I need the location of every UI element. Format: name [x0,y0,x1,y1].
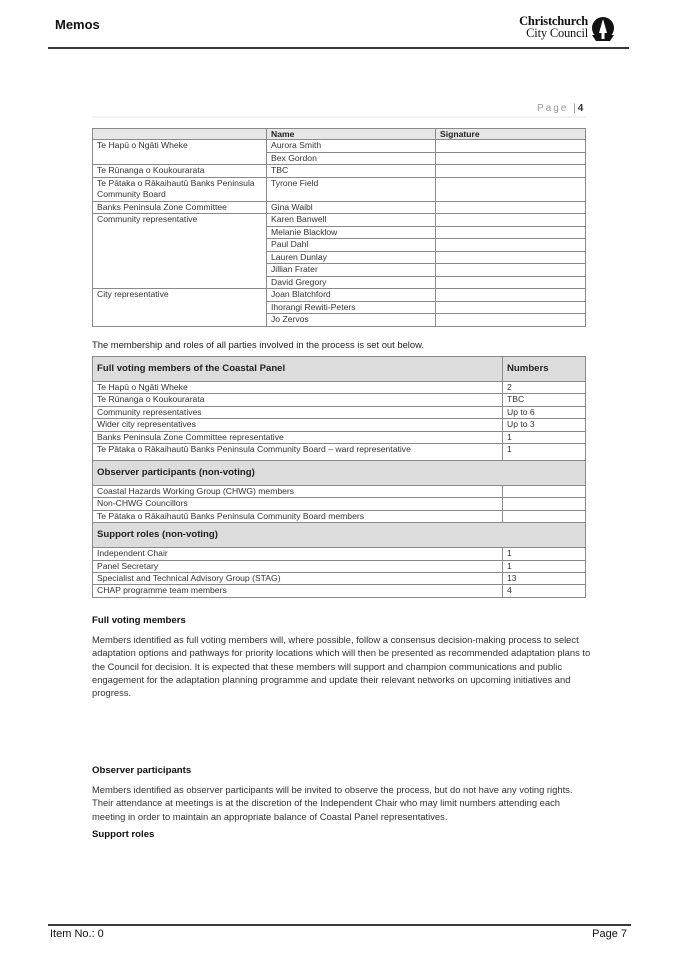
section-header-row [93,461,586,486]
number-cell: TBC [503,394,586,406]
signature-cell[interactable] [436,301,586,314]
table-row [93,548,586,560]
name-cell: Paul Dahl [267,239,436,252]
table-row [93,201,586,214]
column-header: Name [267,129,436,140]
table-row [93,510,586,522]
number-cell [503,510,586,522]
role-cell: Non-CHWG Councillors [93,498,503,510]
name-cell: Bex Gordon [267,152,436,165]
name-cell: Jillian Frater [267,264,436,277]
signature-cell[interactable] [436,251,586,264]
table-header-row [93,129,586,140]
table-row [93,486,586,498]
signature-cell[interactable] [436,165,586,178]
page-marker-label: Page [537,103,569,114]
signature-table [92,128,586,327]
group-cell: City representative [93,289,267,327]
numbers-header: Numbers [503,357,586,382]
name-cell: Lauren Dunlay [267,251,436,264]
support-heading: Support roles [92,829,155,840]
section-title: Observer participants (non-voting) [93,461,586,486]
page-marker-number: 4 [577,103,584,114]
number-cell: 13 [503,573,586,585]
signature-cell[interactable] [436,177,586,201]
number-cell: 1 [503,548,586,560]
page-marker: Page |4 [537,103,584,114]
role-cell: Coastal Hazards Working Group (CHWG) members [93,486,503,498]
signature-cell[interactable] [436,214,586,227]
role-cell: Wider city representatives [93,419,503,431]
signature-cell[interactable] [436,314,586,327]
number-cell: 1 [503,444,586,461]
group-cell: Te Pātaka o Rākaihautū Banks Peninsula Community Board [93,177,267,201]
table-row [93,560,586,572]
table-row [93,289,586,302]
logo-line-2: City Council [526,26,588,40]
group-cell: Te Rūnanga o Koukourarata [93,165,267,178]
role-cell: Banks Peninsula Zone Committee representative [93,431,503,443]
role-cell: Community representatives [93,406,503,418]
name-cell: Tyrone Field [267,177,436,201]
table-row [93,382,586,394]
intro-text: The membership and roles of all parties involved in the process is set out below. [92,339,424,350]
name-cell: Jo Zervos [267,314,436,327]
group-cell: Community representative [93,214,267,289]
number-cell: 4 [503,585,586,597]
table-row [93,431,586,443]
role-cell: CHAP programme team members [93,585,503,597]
table-row [93,419,586,431]
table-row [93,177,586,201]
name-cell: Karen Banwell [267,214,436,227]
signature-cell[interactable] [436,276,586,289]
table-row [93,140,586,153]
section-title: Full voting members of the Coastal Panel [93,357,503,382]
table-row [93,406,586,418]
name-cell: Gina Waibl [267,201,436,214]
logo-text [519,15,588,39]
name-cell: Ihorangi Rewiti-Peters [267,301,436,314]
name-cell: Joan Blatchford [267,289,436,302]
number-cell [503,486,586,498]
membership-table [92,356,586,598]
header-rule [48,47,629,49]
full-voting-heading: Full voting members [92,615,186,626]
signature-cell[interactable] [436,152,586,165]
header-title: Memos [55,17,100,32]
footer-item-number: Item No.: 0 [50,928,104,940]
number-cell: 2 [503,382,586,394]
name-cell: Melanie Blacklow [267,226,436,239]
role-cell: Independent Chair [93,548,503,560]
page-strip [92,116,586,118]
table-row [93,394,586,406]
number-cell: Up to 6 [503,406,586,418]
name-cell: David Gregory [267,276,436,289]
group-cell: Banks Peninsula Zone Committee [93,201,267,214]
signature-cell[interactable] [436,264,586,277]
table-row [93,165,586,178]
role-cell: Specialist and Technical Advisory Group (STAG) [93,573,503,585]
observer-body: Members identified as observer participants will be invited to observe the process, but do not have any voting rights. Their attendance at meetings is at the discretion of the Independent Chair who may limit numbers attending each meeting in order to maintain an appropriate balance of Coastal Panel representatives. [92,784,573,822]
section-title: Support roles (non-voting) [93,523,586,548]
number-cell: 1 [503,431,586,443]
column-header: Signature [436,129,586,140]
name-cell: Aurora Smith [267,140,436,153]
role-cell: Te Hapū o Ngāti Wheke [93,382,503,394]
logo-line-1: Christchurch [519,14,588,28]
number-cell: Up to 3 [503,419,586,431]
signature-cell[interactable] [436,239,586,252]
group-cell: Te Hapū o Ngāti Wheke [93,140,267,165]
role-cell: Te Pātaka o Rākaihautū Banks Peninsula Community Board members [93,510,503,522]
table-row [93,214,586,227]
footer-page-number: Page 7 [592,928,627,940]
section-header-row [93,523,586,548]
role-cell: Te Pātaka o Rākaihautū Banks Peninsula Community Board – ward representative [93,444,503,461]
signature-cell[interactable] [436,289,586,302]
role-cell: Panel Secretary [93,560,503,572]
signature-cell[interactable] [436,226,586,239]
full-voting-body: Members identified as full voting members will, where possible, follow a consensus decision-making process to select adaptation options and pathways for priority locations which will then be presented as recommended adaptation plans to the Council for decision. It is expected that these members will support and champion communications and public engagement for the adaptation planning programme and update their relevant networks on upcoming initiatives and progress. [92,634,591,699]
number-cell: 1 [503,560,586,572]
column-header [93,129,267,140]
table-row [93,444,586,461]
number-cell [503,498,586,510]
signature-cell[interactable] [436,201,586,214]
observer-heading: Observer participants [92,765,192,776]
name-cell: TBC [267,165,436,178]
signature-cell[interactable] [436,140,586,153]
table-row [93,573,586,585]
role-cell: Te Rūnanga o Koukourarata [93,394,503,406]
footer-rule [48,924,631,926]
table-row [93,585,586,597]
section-header-row [93,357,586,382]
cathedral-icon [590,16,616,42]
council-logo [514,15,618,45]
table-row [93,498,586,510]
